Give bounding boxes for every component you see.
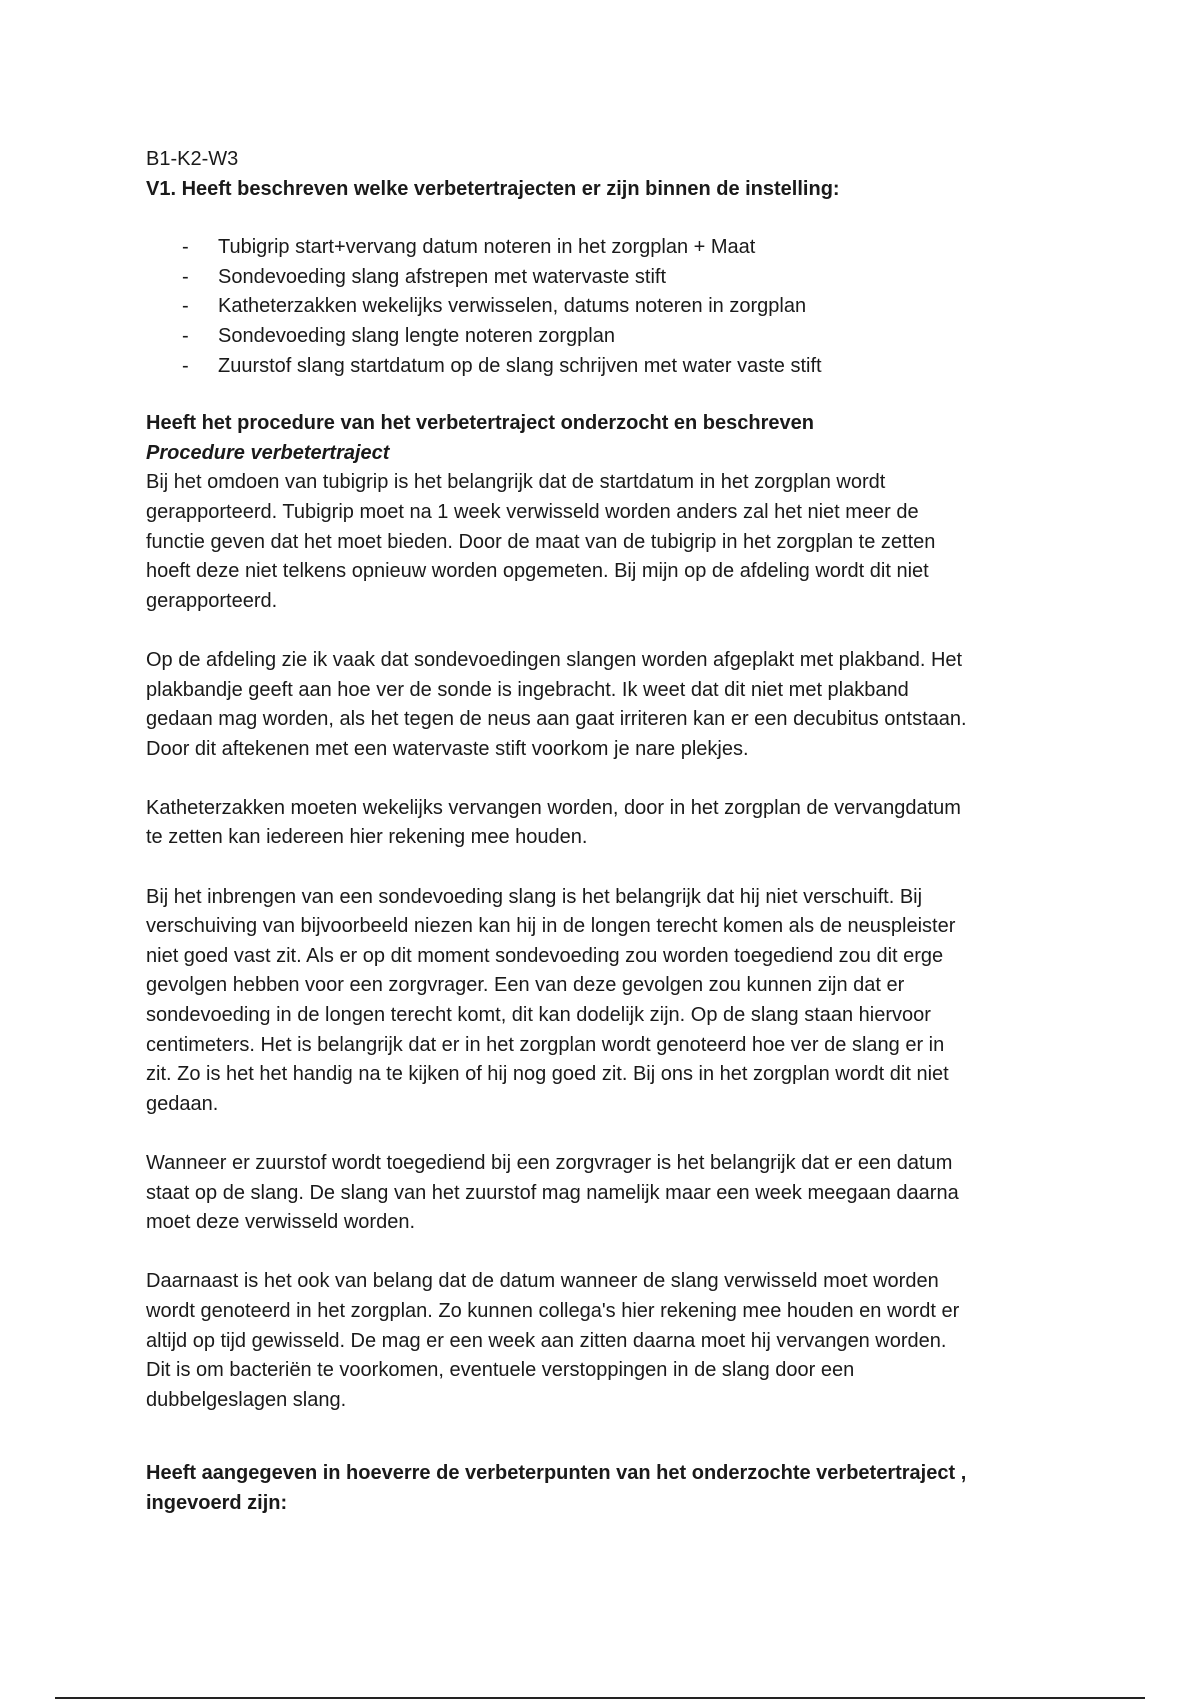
list-item-text: Zuurstof slang startdatum op de slang schrijven met water vaste stift [218,354,822,377]
paragraph-line: verschuiving van bijvoorbeeld niezen kan hij in de longen terecht komen als de neuspleister [146,915,956,938]
paragraph-line: te zetten kan iedereen hier rekening mee houden. [146,826,588,849]
list-item [146,352,1066,382]
paragraph-line: Katheterzakken moeten wekelijks vervangen worden, door in het zorgplan de vervangdatum [146,796,961,819]
paragraph-line: centimeters. Het is belangrijk dat er in het zorgplan wordt genoteerd hoe ver de slang er in [146,1033,945,1056]
heading-line: ingevoerd zijn: [146,1491,288,1514]
paragraph-line: Dit is om bacteriën te voorkomen, eventuele verstoppingen in de slang door een [146,1359,855,1382]
paragraph-katheterzakken [146,794,1066,853]
paragraph-zuurstof-zorgplan [146,1267,1066,1415]
paragraph-line: dubbelgeslagen slang. [146,1388,347,1411]
paragraph-line: altijd op tijd gewisseld. De mag er een week aan zitten daarna moet hij vervangen worden. [146,1329,947,1352]
paragraph-line: niet goed vast zit. Als er op dit moment sondevoeding zou worden toegediend zou dit erge [146,944,944,967]
document-title: V1. Heeft beschreven welke verbetertrajecten er zijn binnen de instelling: [146,177,840,200]
paragraph-line: Daarnaast is het ook van belang dat de datum wanneer de slang verwisseld moet worden [146,1270,939,1293]
list-item [146,263,1066,293]
paragraph-line: Bij het omdoen van tubigrip is het belangrijk dat de startdatum in het zorgplan wordt [146,471,886,494]
paragraph-line: plakbandje geeft aan hoe ver de sonde is ingebracht. Ik weet dat dit niet met plakband [146,678,909,701]
paragraph-line: Bij het inbrengen van een sondevoeding slang is het belangrijk dat hij niet verschuift. Bij [146,885,923,908]
paragraph-tubigrip [146,468,1066,616]
list-item-text: Katheterzakken wekelijks verwisselen, datums noteren in zorgplan [218,295,807,318]
paragraph-line: hoeft deze niet telkens opnieuw worden opgemeten. Bij mijn op de afdeling wordt dit niet [146,560,929,583]
list-item [146,233,1066,263]
paragraph-line: gerapporteerd. [146,589,278,612]
document-page [146,145,1066,1519]
paragraph-line: gedaan mag worden, als het tegen de neus aan gaat irriteren kan er een decubitus ontstaan. [146,708,967,731]
paragraph-line: moet deze verwisseld worden. [146,1211,416,1234]
paragraph-line: gedaan. [146,1092,219,1115]
bullet-dash: - [182,236,189,259]
bullet-dash: - [182,295,189,318]
paragraph-zuurstof [146,1149,1066,1238]
paragraph-line: sondevoeding in de longen terecht komt, dit kan dodelijk zijn. Op de slang staan hiervoor [146,1004,931,1027]
paragraph-sondevoeding-plakband [146,646,1066,764]
bullet-dash: - [182,354,189,377]
paragraph-sondevoeding-slang [146,883,1066,1120]
bottom-divider [55,1697,1145,1699]
bullet-dash: - [182,324,189,347]
paragraph-line: gevolgen hebben voor een zorgvrager. Een van deze gevolgen zou kunnen zijn dat er [146,974,905,997]
section-subheading-procedure: Procedure verbetertraject [146,441,390,464]
list-item-text: Sondevoeding slang afstrepen met watervaste stift [218,265,667,288]
heading-line: Heeft aangegeven in hoeverre de verbeterpunten van het onderzochte verbetertraject , [146,1462,967,1485]
document-code: B1-K2-W3 [146,148,239,170]
section-heading-implementation [146,1459,1066,1518]
improvement-list [146,233,1066,381]
paragraph-line: Op de afdeling zie ik vaak dat sondevoedingen slangen worden afgeplakt met plakband. Het [146,648,963,671]
list-item [146,292,1066,322]
paragraph-line: wordt genoteerd in het zorgplan. Zo kunnen collega's hier rekening mee houden en wordt er [146,1299,960,1322]
paragraph-line: zit. Zo is het het handig na te kijken of hij nog goed zit. Bij ons in het zorgplan wordt dit niet [146,1063,949,1086]
list-item [146,322,1066,352]
paragraph-line: staat op de slang. De slang van het zuurstof mag namelijk maar een week meegaan daarna [146,1181,959,1204]
paragraph-line: functie geven dat het moet bieden. Door de maat van de tubigrip in het zorgplan te zetten [146,530,936,553]
section-heading-procedure: Heeft het procedure van het verbetertraject onderzocht en beschreven [146,412,814,435]
bullet-dash: - [182,265,189,288]
list-item-text: Sondevoeding slang lengte noteren zorgplan [218,324,615,347]
paragraph-line: Door dit aftekenen met een watervaste stift voorkom je nare plekjes. [146,737,749,760]
paragraph-line: Wanneer er zuurstof wordt toegediend bij een zorgvrager is het belangrijk dat er een datum [146,1152,953,1174]
list-item-text: Tubigrip start+vervang datum noteren in het zorgplan + Maat [218,236,756,259]
paragraph-line: gerapporteerd. Tubigrip moet na 1 week verwisseld worden anders zal het niet meer de [146,500,919,523]
